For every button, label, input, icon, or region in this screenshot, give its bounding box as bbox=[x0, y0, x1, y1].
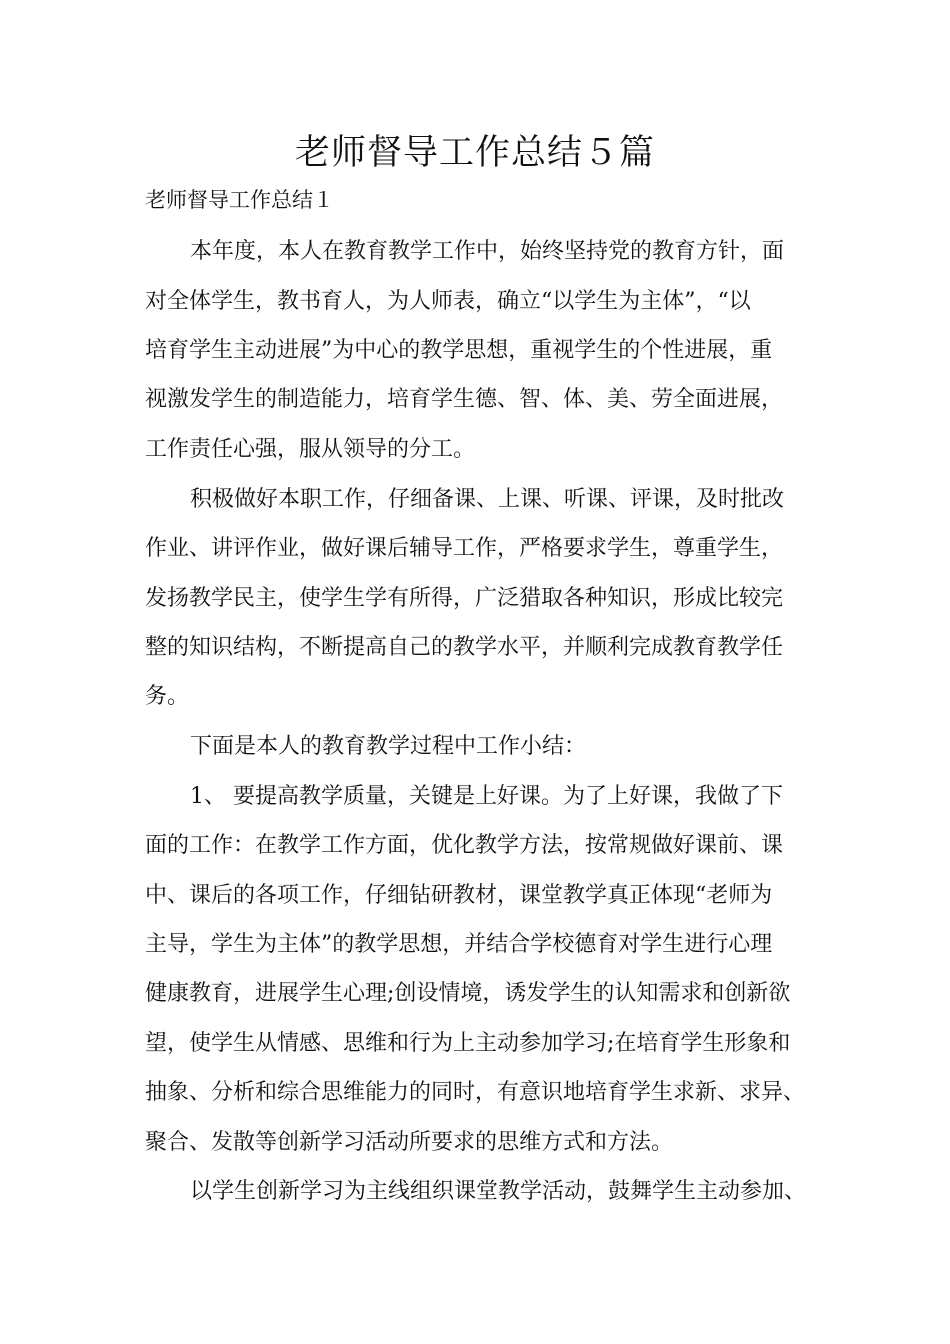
paragraph-line: 务。 bbox=[145, 684, 190, 709]
paragraph-line: 发扬教学民主，使学生学有所得，广泛猎取各种知识，形成比较完 bbox=[145, 586, 784, 611]
paragraph-line: 下面是本人的教育教学过程中工作小结： bbox=[190, 734, 587, 759]
paragraph-line: 积极做好本职工作，仔细备课、上课、听课、评课，及时批改 bbox=[190, 487, 785, 512]
paragraph-line: 以学生创新学习为主线组织课堂教学活动，鼓舞学生主动参加、 bbox=[190, 1179, 807, 1204]
paragraph-line: 健康教育，进展学生心理;创设情境，诱发学生的认知需求和创新欲 bbox=[145, 981, 791, 1006]
paragraph-line: 作业、讲评作业，做好课后辅导工作，严格要求学生，尊重学生， bbox=[145, 536, 784, 561]
paragraph-line: 本年度，本人在教育教学工作中，始终坚持党的教育方针，面 bbox=[190, 239, 785, 264]
paragraph-line: 面的工作：在教学工作方面，优化教学方法，按常规做好课前、课 bbox=[145, 833, 784, 858]
paragraph-line: 工作责任心强，服从领导的分工。 bbox=[145, 437, 476, 462]
paragraph-line: 视激发学生的制造能力，培育学生德、智、体、美、劳全面进展， bbox=[145, 387, 784, 412]
document-title: 老师督导工作总结５篇 bbox=[294, 133, 655, 173]
paragraph-line: 聚合、发散等创新学习活动所要求的思维方式和方法。 bbox=[145, 1130, 674, 1155]
paragraph-line: 中、课后的各项工作，仔细钻研教材，课堂教学真正体现“老师为 bbox=[145, 883, 773, 908]
section-heading: 老师督导工作总结１ bbox=[145, 188, 334, 212]
paragraph-line: 整的知识结构，不断提高自己的教学水平，并顺利完成教育教学任 bbox=[145, 635, 784, 660]
paragraph-line: 望，使学生从情感、思维和行为上主动参加学习;在培育学生形象和 bbox=[145, 1031, 791, 1056]
paragraph-line: 主导，学生为主体”的教学思想，并结合学校德育对学生进行心理 bbox=[145, 932, 773, 957]
paragraph-line: 培育学生主动进展”为中心的教学思想，重视学生的个性进展，重 bbox=[145, 338, 773, 363]
paragraph-line: 抽象、分析和综合思维能力的同时，有意识地培育学生求新、求异、 bbox=[145, 1080, 806, 1105]
paragraph-line: 对全体学生，教书育人，为人师表，确立“以学生为主体”，“以 bbox=[145, 289, 751, 314]
paragraph-line: 1、 要提高教学质量，关键是上好课。为了上好课，我做了下 bbox=[190, 784, 783, 809]
